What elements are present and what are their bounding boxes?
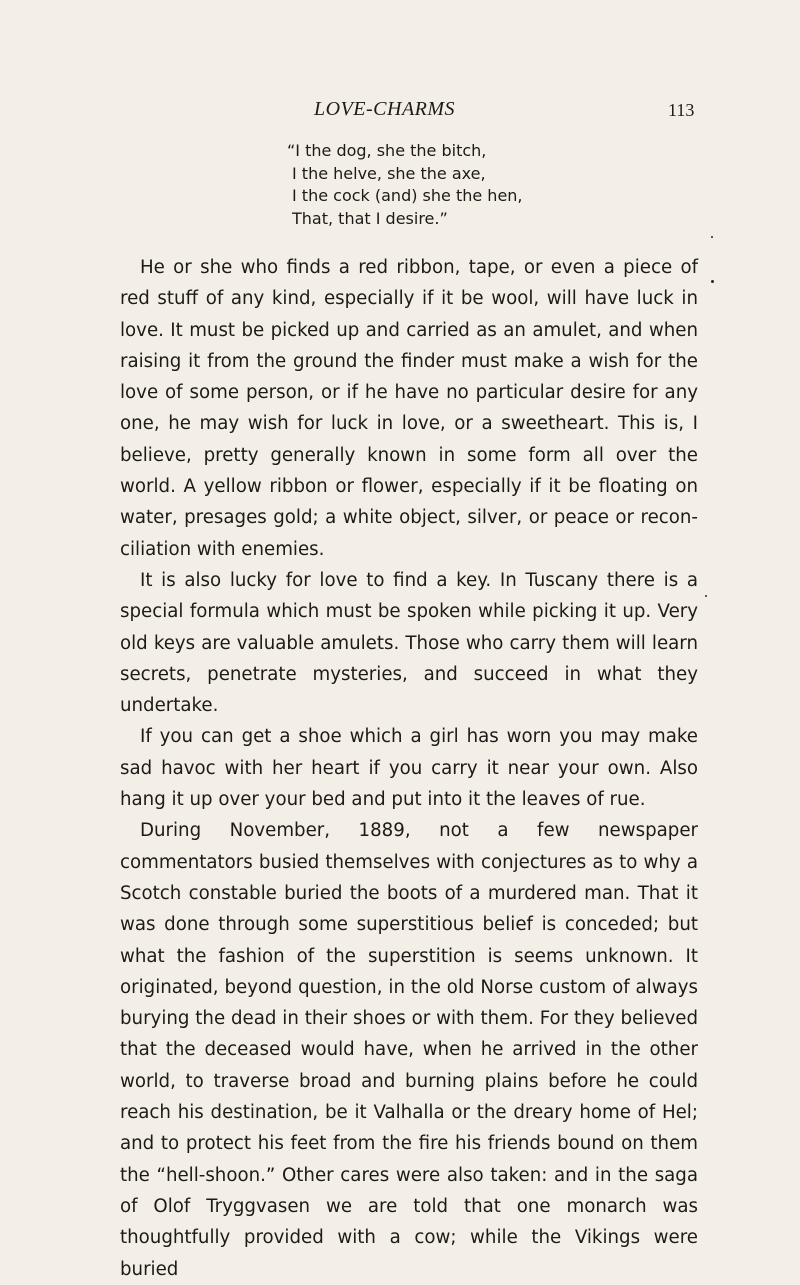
verse-line: I the cock (and) she the hen, (292, 186, 523, 205)
paragraph: If you can get a shoe which a girl has worn you may make sad havoc with her heart if you carry it near your own. Also hang it up over your bed and put into it the leaves of rue. (120, 726, 698, 811)
page-number: 113 (668, 100, 695, 120)
print-speck (711, 280, 714, 283)
body-text (120, 252, 698, 1285)
running-title: LOVE-CHARMS (314, 98, 456, 120)
page-header (0, 98, 800, 124)
verse-line: “I the dog, she the bitch, (287, 141, 487, 160)
paragraph: He or she who finds a red ribbon, tape, or even a piece of red stuff of any kind, especially if it be wool, will have luck in love. It must be picked up and carried as an amulet, and when raising it from the ground the finder must make a wish for the love of some person, or if he have no particular desire for any one, he may wish for luck in love, or a sweetheart. This is, I believe, pretty generally known in some form all over the world. A yellow ribbon or flower, especially if it be floating on water, presages gold; a white object, silver, or peace or reconciliation with enemies. (120, 257, 698, 560)
print-speck (705, 595, 707, 597)
print-speck (711, 236, 713, 238)
verse-line: That, that I desire.” (292, 208, 448, 228)
verse-quote (287, 140, 523, 230)
verse-line: I the helve, she the axe, (292, 163, 486, 183)
paragraph: It is also lucky for love to find a key. In Tuscany there is a special formula which must be spoken while picking it up. Very old keys are valuable amulets. Those who carry them will learn secrets, penetrate mysteries, and succeed in what they undertake. (120, 569, 698, 717)
paragraph: During November, 1889, not a few newspaper commentators busied themselves with conjectures as to why a Scotch constable buried the boots of a murdered man. That it was done through some superstitious belief is conceded; but what the fashion of the superstition is seems unknown. It originated, beyond question, in the old Norse custom of always burying the dead in their shoes or with them. For they believed that the deceased would have, when he arrived in the other world, to traverse broad and burning plains before he could reach his destination, be it Valhalla or the dreary home of Hel; and to protect his feet from the fire his friends bound on them the “hell-shoon.” Other cares were also taken: and in the saga of Olof Tryggvasen we are told that one monarch was thoughtfully provided with a cow; while the Vikings were buried (120, 820, 698, 1280)
